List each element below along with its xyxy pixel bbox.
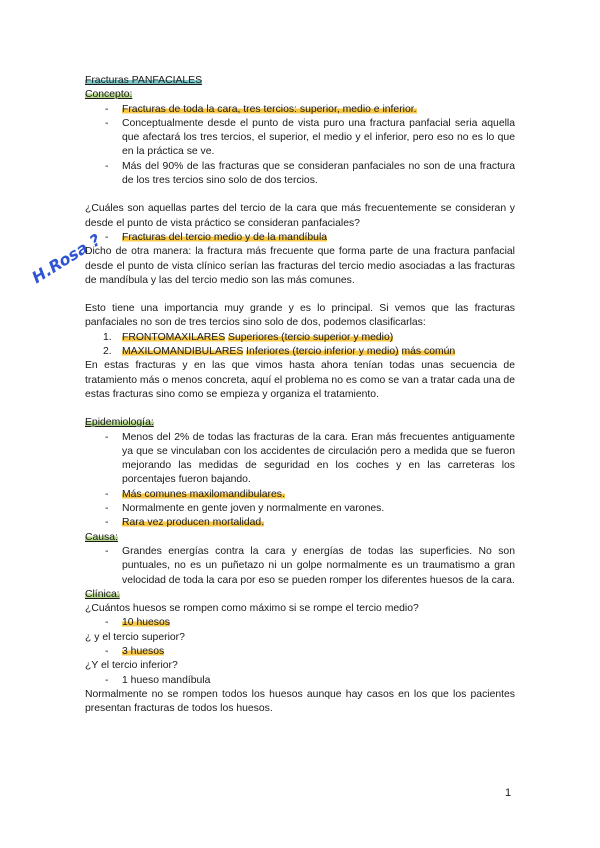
estas-paragraph: En estas fracturas y en las que vimos hasta ahora tenían todas unas secuencia de tratamiento más o menos concreta, aquí el problema no es como se van a tratar cada una de estas fracturas sino como se empieza y organiza el tratamiento. — [85, 360, 515, 400]
list-item: - Más del 90% de las fracturas que se consideran panfaciales no son de una fractura de los tres tercios sino solo de dos tercios. — [85, 160, 515, 189]
concepto-list — [85, 103, 515, 189]
list-item: - Menos del 2% de todas las fracturas de la cara. Eran más frecuentes antiguamente ya que se vinculaban con los accidentes de circulación pero a medida que se fueron mejorando las medidas de seguridad en los coches y en las carreteras los porcentajes fueron bajando. — [85, 431, 515, 488]
list-item: - Conceptualmente desde el punto de vista puro una fractura panfacial seria aquella que afectará los tres tercios, el superior, el medio y el inferior, pero eso no es lo que en la práctica se ve. — [85, 117, 515, 160]
clasificacion-list — [85, 331, 515, 360]
clinica-question: ¿Cuántos huesos se rompen como máximo si se rompe el tercio medio? — [85, 603, 419, 615]
list-item: - Más comunes maxilomandibulares. — [85, 488, 515, 502]
clinica-question: ¿ y el tercio superior? — [85, 631, 185, 643]
list-item: - Normalmente en gente joven y normalmente en varones. — [85, 502, 515, 516]
dicho-paragraph: Dicho de otra manera: la fractura más frecuente que forma parte de una fractura panfacial desde el punto de vista clínico serían las fracturas del tercio medio asociadas a las fracturas de mandíbula y las del tercio medio son las más comunes. — [85, 246, 515, 286]
causa-list — [85, 545, 515, 588]
concepto-heading: Concepto: — [85, 89, 133, 101]
causa-heading: Causa: — [85, 531, 118, 543]
list-item: - 3 huesos — [85, 645, 515, 659]
list-item: - 1 hueso mandíbula — [85, 674, 515, 688]
epidemiologia-heading: Epidemiología: — [85, 417, 154, 429]
document-title: Fracturas PANFACIALES — [85, 75, 203, 86]
clinica-answer — [85, 616, 515, 630]
list-item: - Fracturas del tercio medio y de la mandíbula — [85, 231, 515, 245]
list-item: - Fracturas de toda la cara, tres tercios: superior, medio e inferior. — [85, 103, 515, 117]
epidemiologia-list — [85, 431, 515, 531]
final-paragraph: Normalmente no se rompen todos los huesos aunque hay casos en los que los pacientes presentan fracturas de todos los huesos. — [85, 688, 515, 715]
list-item: 2. MAXILOMANDIBULARES Inferiores (tercio inferior y medio) más común — [103, 346, 456, 358]
list-item: - Grandes energías contra la cara y energías de todas las superficies. No son puntuales, no es un puñetazo ni un golpe normalmente es un traumatismo a gran velocidad de toda la cara por eso se pueden romper los diferentes huesos de la cara. — [85, 545, 515, 588]
question-answer-list — [85, 231, 515, 245]
clinica-answer — [85, 674, 515, 688]
list-item: - Rara vez producen mortalidad. — [85, 516, 515, 530]
question-paragraph: ¿Cuáles son aquellas partes del tercio de la cara que más frecuentemente se consideran y desde el punto de vista práctico se consideran panfaciales? — [85, 203, 515, 229]
list-item: - 10 huesos — [85, 616, 515, 630]
document-page — [85, 74, 515, 716]
clinica-heading: Clínica: — [85, 588, 120, 600]
page-number: 1 — [505, 787, 512, 799]
importancia-paragraph: Esto tiene una importancia muy grande y es lo principal. Si vemos que las fracturas panfaciales no son de tres tercios sino solo de dos, podemos clasificarlas: — [85, 303, 515, 329]
list-item: 1. FRONTOMAXILARES Superiores (tercio superior y medio) — [103, 331, 394, 343]
clinica-question: ¿Y el tercio inferior? — [85, 660, 178, 672]
clinica-answer — [85, 645, 515, 659]
handwritten-annotation: H.Rosa ? — [28, 230, 104, 288]
